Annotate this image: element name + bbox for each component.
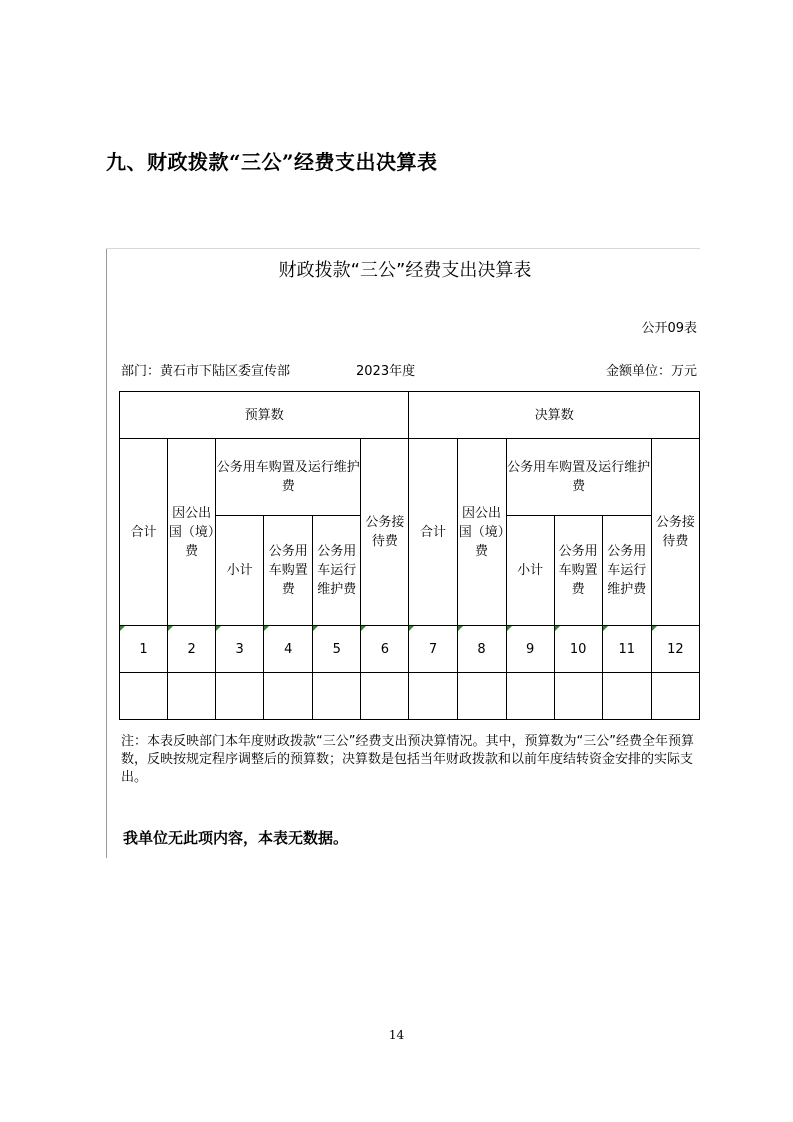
- cell-marker-icon: [458, 626, 463, 631]
- department-label: 部门：黄石市下陆区委宣传部: [121, 364, 291, 379]
- category-header-row: [120, 439, 700, 516]
- data-cell: [168, 673, 216, 720]
- column-number-cell: [506, 626, 554, 673]
- budget-header: 预算数: [120, 392, 409, 439]
- cell-marker-icon: [507, 626, 512, 631]
- budget-total-header: 合计: [120, 439, 168, 626]
- column-number: 12: [667, 641, 684, 657]
- column-number: 1: [139, 641, 148, 657]
- data-cell: [554, 673, 602, 720]
- form-number: 公开09表: [641, 321, 697, 336]
- cell-marker-icon: [313, 626, 318, 631]
- column-number-cell: [409, 626, 457, 673]
- group-header-row: [120, 392, 700, 439]
- data-cell: [361, 673, 409, 720]
- final-vehicle-purchase-header: 公务用车购置费: [554, 516, 602, 626]
- column-number: 9: [525, 641, 535, 657]
- data-cell: [602, 673, 651, 720]
- page-number: 14: [388, 1028, 405, 1042]
- column-number-cell: [168, 626, 216, 673]
- budget-abroad-header: 因公出国（境）费: [168, 439, 216, 626]
- cell-marker-icon: [264, 626, 269, 631]
- cell-marker-icon: [409, 626, 414, 631]
- column-number: 7: [428, 641, 438, 657]
- cell-marker-icon: [555, 626, 560, 631]
- column-number: 6: [380, 641, 390, 657]
- budget-subtotal-header: 小计: [216, 516, 264, 626]
- column-number-cell: [602, 626, 651, 673]
- column-number-cell: [313, 626, 361, 673]
- column-number-cell: [554, 626, 602, 673]
- column-number: 5: [332, 641, 341, 657]
- unit-label: 金额单位：万元: [605, 364, 697, 379]
- data-cell: [120, 673, 168, 720]
- data-cell: [651, 673, 699, 720]
- cell-marker-icon: [168, 626, 173, 631]
- final-total-header: 合计: [409, 439, 457, 626]
- data-cell: [264, 673, 313, 720]
- cell-marker-icon: [216, 626, 221, 631]
- column-number-cell: [457, 626, 506, 673]
- section-heading: 九、财政拨款“三公”经费支出决算表: [106, 150, 438, 174]
- final-abroad-header: 因公出国（境）费: [457, 439, 506, 626]
- no-data-statement: 我单位无此项内容，本表无数据。: [123, 829, 349, 847]
- column-number: 8: [477, 641, 486, 657]
- data-cell: [313, 673, 361, 720]
- column-number-cell: [651, 626, 699, 673]
- column-number: 10: [569, 641, 587, 657]
- frame-left-border: [106, 248, 107, 858]
- frame-top-border: [106, 248, 700, 249]
- column-number-cell: [264, 626, 313, 673]
- cell-marker-icon: [361, 626, 366, 631]
- budget-vehicle-purchase-header: 公务用车购置费: [264, 516, 313, 626]
- column-number: 2: [187, 641, 196, 657]
- budget-vehicle-operation-header: 公务用车运行维护费: [313, 516, 361, 626]
- table-note: 注：本表反映部门本年度财政拨款“三公”经费支出预决算情况。其中，预算数为“三公”经费全年预算数，反映按规定程序调整后的预算数；决算数是包括当年财政拨款和以前年度结转资金安排的实际支出。: [121, 734, 694, 785]
- column-number-cell: [361, 626, 409, 673]
- year-label: 2023年度: [356, 364, 416, 379]
- column-number: 4: [284, 641, 293, 657]
- data-cell: [216, 673, 264, 720]
- data-cell: [409, 673, 457, 720]
- three-public-expenditure-table: [119, 391, 700, 720]
- column-number: 3: [235, 641, 244, 657]
- budget-reception-header: 公务接待费: [361, 439, 409, 626]
- final-subtotal-header: 小计: [506, 516, 554, 626]
- final-reception-header: 公务接待费: [651, 439, 699, 626]
- final-vehicle-operation-header: 公务用车运行维护费: [602, 516, 651, 626]
- cell-marker-icon: [120, 626, 125, 631]
- budget-vehicle-group-header: 公务用车购置及运行维护费: [216, 439, 361, 516]
- table-title: 财政拨款“三公”经费支出决算表: [278, 260, 532, 281]
- column-number-cell: [216, 626, 264, 673]
- data-cell: [506, 673, 554, 720]
- column-number-cell: [120, 626, 168, 673]
- data-cell: [457, 673, 506, 720]
- column-number-row: [120, 626, 700, 673]
- data-row: [120, 673, 700, 720]
- final-vehicle-group-header: 公务用车购置及运行维护费: [506, 439, 651, 516]
- cell-marker-icon: [603, 626, 608, 631]
- cell-marker-icon: [652, 626, 657, 631]
- column-number: 11: [618, 641, 635, 657]
- final-header: 决算数: [409, 392, 700, 439]
